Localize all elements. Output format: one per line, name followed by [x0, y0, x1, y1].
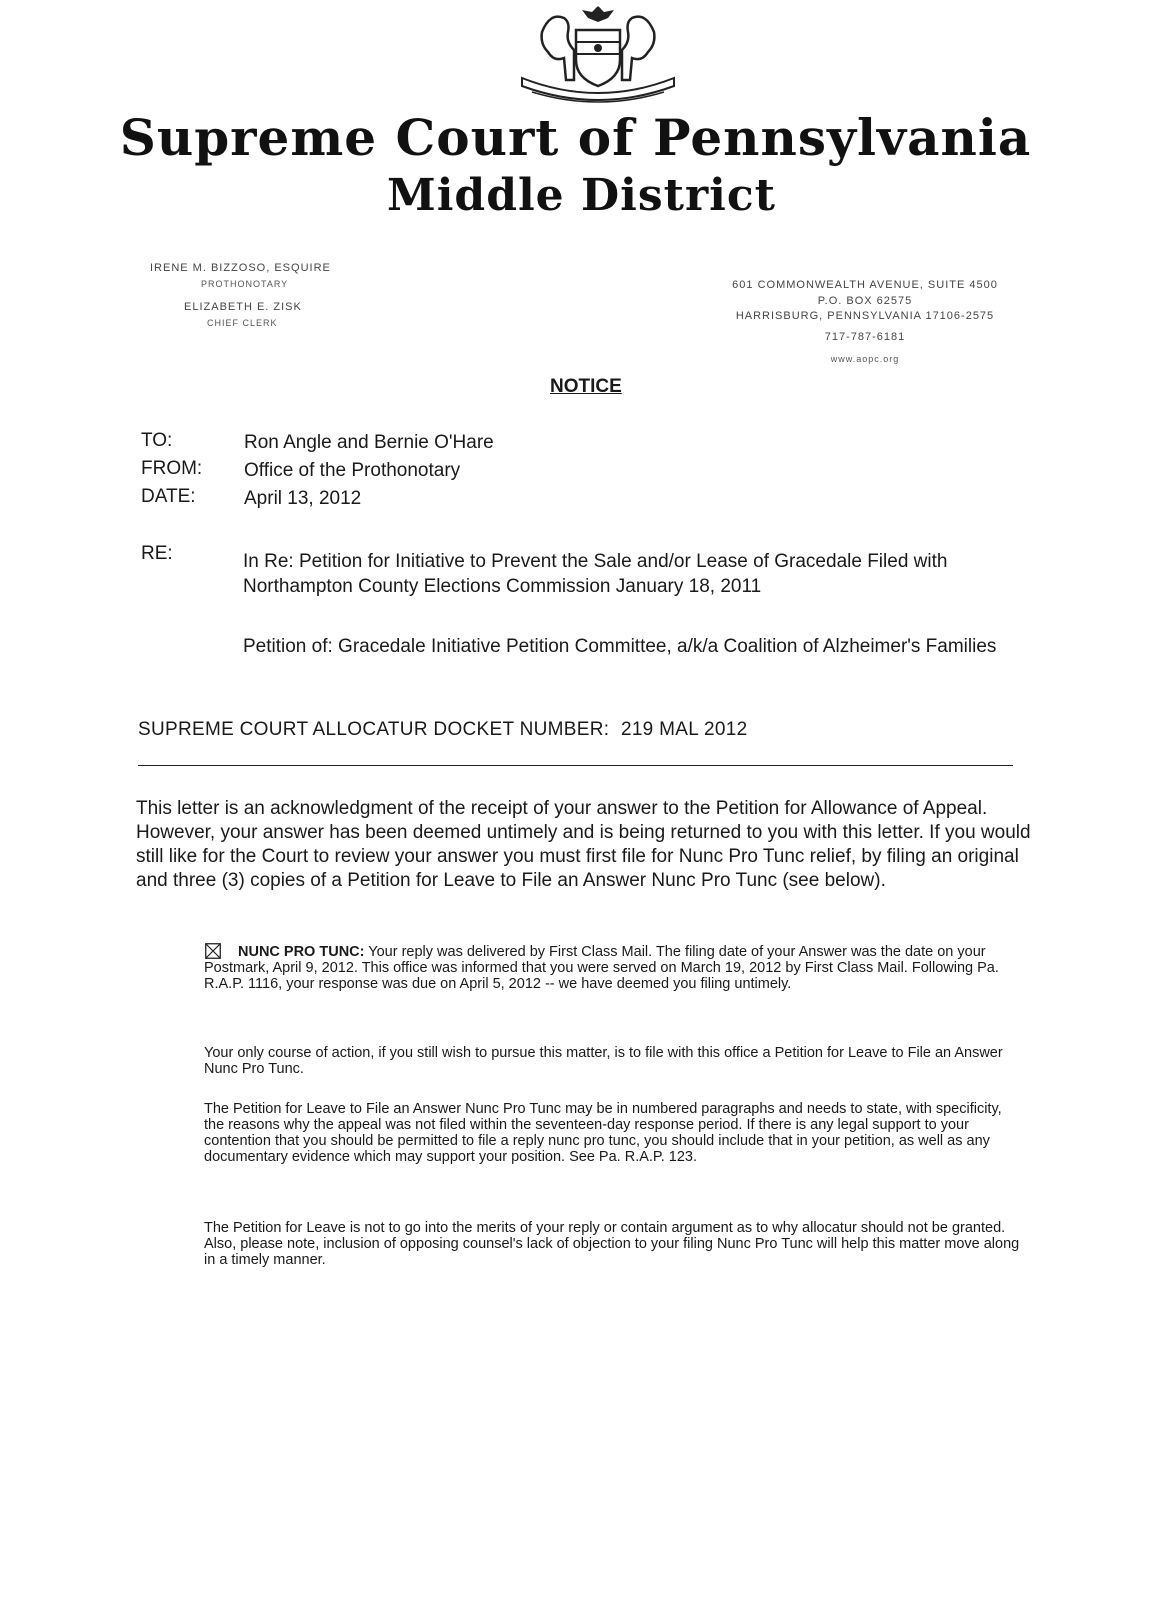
- date-label: DATE:: [141, 486, 196, 507]
- prothonotary-title: PROTHONOTARY: [201, 279, 289, 289]
- address-line-1: 601 COMMONWEALTH AVENUE, SUITE 4500: [732, 279, 998, 291]
- notice-title: NOTICE: [550, 376, 622, 397]
- nunc-pro-tunc-text: Your reply was delivered by First Class Mail. The filing date of your Answer was the date on your Postmark, April 9, 2012. This office was informed that you were served on March 19, 2012 by First Class Mail. Following Pa. R.A.P. 1116, your response was due on April 5, 2012 -- we have deemed you filing untimely.: [204, 944, 999, 992]
- course-of-action-paragraph: Your only course of action, if you still wish to pursue this matter, is to file with this office a Petition for Leave to File an Answer Nunc Pro Tunc.: [204, 1045, 1003, 1077]
- nunc-pro-tunc-paragraph: [204, 944, 1024, 992]
- re-value: In Re: Petition for Initiative to Prevent the Sale and/or Lease of Gracedale Filed with Northampton County Elections Commission January 18, 2011: [243, 551, 948, 597]
- district-heading: Middle District: [387, 170, 776, 221]
- petition-of: Petition of: Gracedale Initiative Petition Committee, a/k/a Coalition of Alzheimer's Families: [243, 636, 997, 657]
- petition-limitations-paragraph: The Petition for Leave is not to go into the merits of your reply or contain argument as to why allocatur should not be granted. Also, please note, inclusion of opposing counsel's lack of objection to your filing Nunc Pro Tunc will help this matter move along in a timely manner.: [204, 1220, 1020, 1268]
- address-line-2: P.O. BOX 62575: [817, 295, 913, 307]
- to-label: TO:: [141, 430, 173, 451]
- prothonotary-name: IRENE M. BIZZOSO, ESQUIRE: [150, 262, 331, 274]
- from-value: Office of the Prothonotary: [244, 460, 461, 481]
- website: www.aopc.org: [830, 354, 900, 364]
- clerk-name: ELIZABETH E. ZISK: [184, 301, 302, 313]
- court-name-heading: Supreme Court of Pennsylvania: [119, 108, 1032, 167]
- divider: [138, 765, 1013, 766]
- petition-requirements-paragraph: The Petition for Leave to File an Answer Nunc Pro Tunc may be in numbered paragraphs and needs to state, with specificity, the reasons why the appeal was not filed within the seventeen-day response period. If there is any legal support to your contention that you should be permitted to file a reply nunc pro tunc, you should include that in your petition, as well as any documentary evidence which may support your position. See Pa. R.A.P. 123.: [204, 1101, 1002, 1165]
- date-value: April 13, 2012: [244, 488, 362, 509]
- address-line-3: HARRISBURG, PENNSYLVANIA 17106-2575: [735, 310, 995, 322]
- docket-number: 219 MAL 2012: [620, 719, 748, 740]
- to-value: Ron Angle and Bernie O'Hare: [244, 432, 494, 453]
- phone-number: 717-787-6181: [824, 331, 906, 343]
- main-paragraph: This letter is an acknowledgment of the receipt of your answer to the Petition for Allowance of Appeal. However, your answer has been deemed untimely and is being returned to you with this letter. If you would still like for the Court to review your answer you must first file for Nunc Pro Tunc relief, by filing an original and three (3) copies of a Petition for Leave to File an Answer Nunc Pro Tunc (see below).: [136, 798, 1031, 891]
- court-seal-icon: [512, 2, 684, 104]
- docket-label: SUPREME COURT ALLOCATUR DOCKET NUMBER:: [138, 719, 610, 740]
- nunc-pro-tunc-label: NUNC PRO TUNC:: [238, 944, 365, 960]
- from-label: FROM:: [141, 458, 203, 479]
- clerk-title: CHIEF CLERK: [207, 318, 278, 328]
- re-label: RE:: [141, 543, 173, 564]
- docket-line: [138, 719, 747, 741]
